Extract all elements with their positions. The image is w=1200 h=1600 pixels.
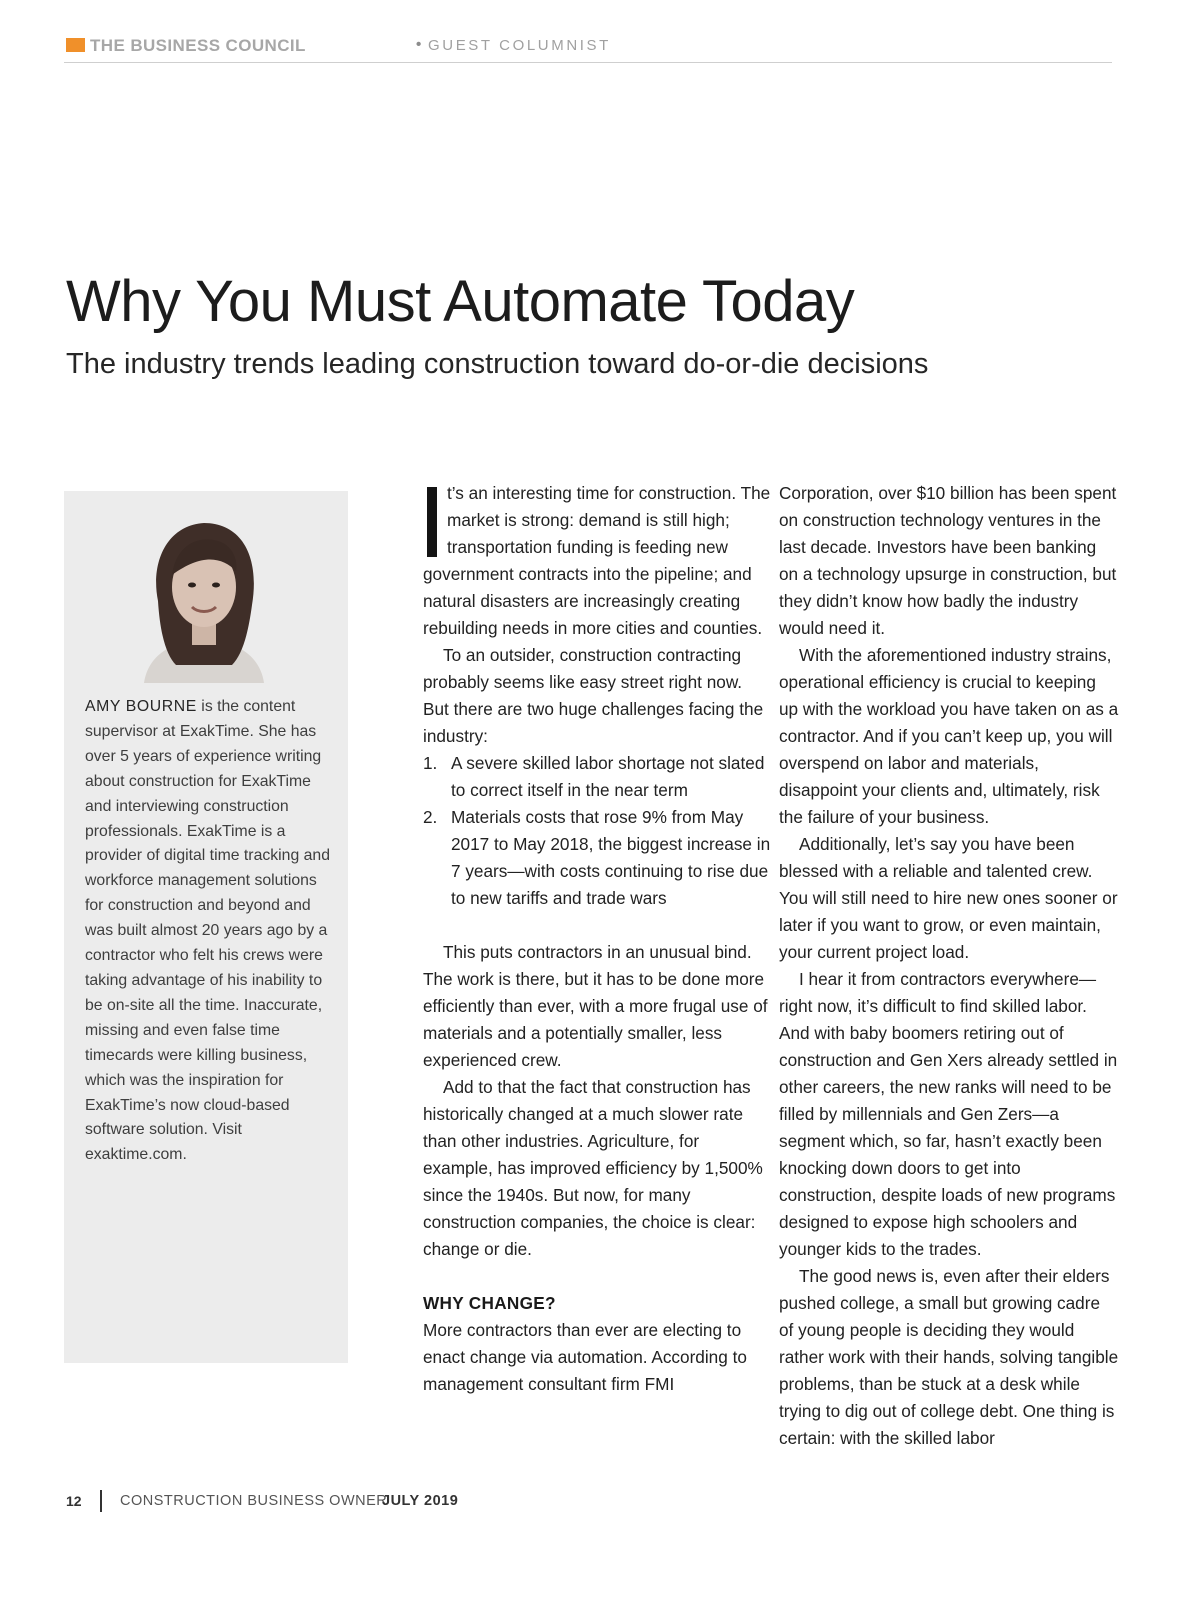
list-item-text: A severe skilled labor shortage not slated to correct itself in the near term	[451, 753, 765, 800]
paragraph	[423, 480, 771, 642]
list-item	[423, 804, 771, 912]
article-title: Why You Must Automate Today	[66, 269, 855, 334]
issue-date: JULY 2019	[382, 1493, 459, 1509]
article-column-2	[779, 480, 1119, 1452]
list-item	[423, 750, 771, 804]
list-item-text: Materials costs that rose 9% from May 2017 to May 2018, the biggest increase in 7 years—with costs continuing to rise due to new tariffs and trade wars	[451, 807, 771, 908]
section-header	[64, 36, 1112, 63]
paragraph: I hear it from contractors everywhere—right now, it’s difficult to find skilled labor. And with baby boomers retiring out of construction and Gen Xers already settled in other careers, the new ranks will need to be filled by millennials and Gen Zers—a segment which, so far, hasn’t exactly been knocking down doors to get into construction, despite loads of new programs designed to expose high schoolers and younger kids to the trades.	[779, 969, 1118, 1259]
challenges-list	[423, 750, 771, 912]
section-category: GUEST COLUMNIST	[428, 37, 611, 54]
section-name: THE BUSINESS COUNCIL	[90, 36, 306, 55]
paragraph: More contractors than ever are electing to enact change via automation. According to management consultant firm FMI	[423, 1320, 747, 1394]
publication-name: CONSTRUCTION BUSINESS OWNER	[120, 1493, 388, 1509]
paragraph: Additionally, let’s say you have been blessed with a reliable and talented crew. You will still need to hire new ones sooner or later if you want to grow, or even maintain, your current project load.	[779, 834, 1118, 962]
list-number: 1.	[423, 753, 438, 773]
drop-cap-i	[427, 487, 437, 557]
header-separator: •	[416, 36, 422, 53]
paragraph: The good news is, even after their elders pushed college, a small but growing cadre of young people is deciding they would rather work with their hands, solving tangible problems, than be stuck at a desk while trying to dig out of college debt. One thing is certain: with the skilled labor	[779, 1266, 1119, 1448]
article-subtitle: The industry trends leading construction toward do-or-die decisions	[66, 348, 929, 380]
paragraph: Add to that the fact that construction has historically changed at a much slower rate than other industries. Agriculture, for example, has improved efficiency by 1,500% since the 1940s. But now, for many construction companies, the choice is clear: change or die.	[423, 1077, 763, 1259]
paragraph: Corporation, over $10 billion has been spent on construction technology ventures in the last decade. Investors have been banking on a technology upsurge in construction, but they didn’t know how badly the industry would need it.	[779, 483, 1117, 638]
author-portrait	[114, 505, 294, 683]
paragraph: With the aforementioned industry strains, operational efficiency is crucial to keeping up with the workload you have taken on as a contractor. And if you can’t keep up, you will overspend on labor and materials, disappoint your clients and, ultimately, risk the failure of your business.	[779, 645, 1119, 827]
footer-divider	[100, 1490, 102, 1512]
list-number: 2.	[423, 807, 438, 827]
paragraph: To an outsider, construction contracting probably seems like easy street right now. But there are two huge challenges facing the industry:	[423, 645, 764, 746]
page-number: 12	[66, 1493, 82, 1509]
paragraph-text: t’s an interesting time for construction. The market is strong: demand is still high; transportation funding is feeding new government contracts into the pipeline; and natural disasters are increasingly creating rebuilding needs in more cities and counties.	[423, 483, 771, 638]
author-sidebar	[64, 491, 348, 1363]
author-name: AMY BOURNE	[85, 698, 197, 715]
orange-square-marker	[66, 38, 85, 52]
section-heading: WHY CHANGE?	[423, 1293, 556, 1313]
article-column-1	[423, 480, 771, 1398]
paragraph: This puts contractors in an unusual bind. The work is there, but it has to be done more efficiently than ever, with a more frugal use of materials and a potentially smaller, less experienced crew.	[423, 942, 768, 1070]
author-bio	[85, 695, 333, 1168]
author-bio-text: is the content supervisor at ExakTime. She has over 5 years of experience writing about construction for ExakTime and interviewing construction professionals. ExakTime is a provider of digital time tracking and workforce management solutions for construction and beyond and was built almost 20 years ago by a contractor who felt his crews were taking advantage of his inability to be on-site all the time. Inaccurate, missing and even false time timecards were killing business, which was the inspiration for ExakTime’s now cloud-based software solution. Visit exaktime.com.	[85, 698, 330, 1164]
